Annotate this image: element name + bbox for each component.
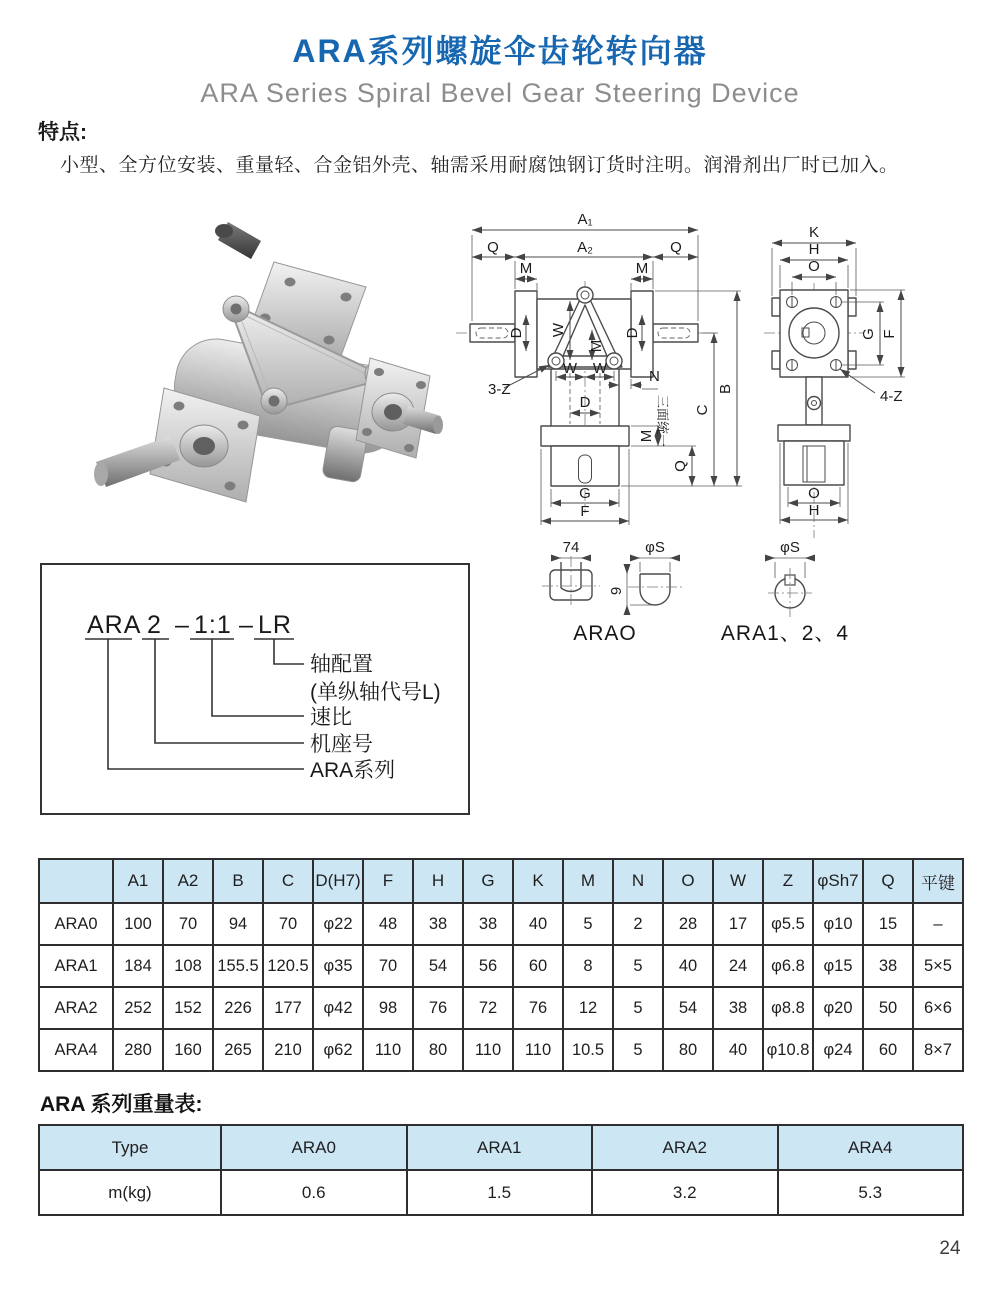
dim-table-cell: φ6.8 (763, 945, 813, 987)
dim-label-phis: φS (645, 539, 665, 556)
weight-table-header-row (39, 1125, 963, 1170)
weight-table (38, 1124, 964, 1216)
dim-table-column-header: Q (863, 859, 913, 903)
model-designation-box (40, 563, 470, 815)
dim-label-f: F (881, 329, 898, 339)
dim-table-cell: 10.5 (563, 1029, 613, 1071)
dim-table-cell: 60 (513, 945, 563, 987)
weight-table-column-header: ARA4 (778, 1125, 964, 1170)
dim-table-cell: 40 (663, 945, 713, 987)
dim-label-unify: 三面统一 (655, 395, 670, 448)
dim-table-cell: 94 (213, 903, 263, 945)
model-code-frame: 2 (147, 611, 162, 639)
model-code-shaft: LR (258, 611, 292, 639)
dim-table-cell: 184 (113, 945, 163, 987)
dim-table-cell: 70 (163, 903, 213, 945)
dim-table-column-header: O (663, 859, 713, 903)
dim-label-m: M (635, 260, 649, 277)
callout-ratio: 速比 (310, 706, 352, 729)
dim-table-cell: ARA4 (39, 1029, 113, 1071)
dim-table-cell: 38 (413, 903, 463, 945)
dim-table-cell: 70 (363, 945, 413, 987)
dim-table-cell: 177 (263, 987, 313, 1029)
dim-table-cell: 48 (363, 903, 413, 945)
dim-table-cell: 56 (463, 945, 513, 987)
dim-table-cell: 24 (713, 945, 763, 987)
dim-table-row (39, 987, 963, 1029)
model-code-series: ARA (87, 611, 142, 639)
dim-table-cell: ARA0 (39, 903, 113, 945)
dim-table-cell: 252 (113, 987, 163, 1029)
dim-label-4z: 4-Z (880, 388, 903, 405)
dim-table-column-header: H (413, 859, 463, 903)
weight-table-column-header: ARA0 (221, 1125, 407, 1170)
dim-label-c: C (694, 404, 711, 416)
callout-frame-size: 机座号 (310, 733, 373, 756)
dim-label-m: M (638, 429, 655, 443)
callout-shaft-config: 轴配置 (310, 653, 373, 676)
dim-label-3z: 3-Z (488, 381, 511, 398)
ara124-shaft-section (765, 539, 815, 618)
page-title: ARA系列螺旋伞齿轮转向器 (292, 33, 708, 69)
dim-table-cell: ARA1 (39, 945, 113, 987)
dim-table-cell: 5 (613, 987, 663, 1029)
model-designation-diagram (42, 565, 468, 813)
product-photo (78, 210, 443, 515)
dim-table-cell: φ10.8 (763, 1029, 813, 1071)
dim-table-cell: 5 (563, 903, 613, 945)
dim-label-o: O (808, 258, 820, 275)
features-heading: 特点: (38, 121, 87, 144)
dim-table-cell: 80 (663, 1029, 713, 1071)
caption-arao: ARAO (573, 622, 637, 645)
dim-table-cell: 110 (363, 1029, 413, 1071)
dim-label-g: G (860, 328, 877, 340)
dim-table-column-header: K (513, 859, 563, 903)
dimension-table-head (39, 859, 963, 903)
features-text: 小型、全方位安装、重量轻、合金铝外壳、轴需采用耐腐蚀钢订货时注明。润滑剂出厂时已加入。 (60, 155, 899, 176)
dim-label-d: D (508, 327, 525, 339)
dim-table-cell: 76 (513, 987, 563, 1029)
dim-label-d: D (624, 327, 641, 339)
dim-table-cell: 226 (213, 987, 263, 1029)
page-subtitle: ARA Series Spiral Bevel Gear Steering Device (200, 78, 800, 108)
dim-label-74: 74 (562, 539, 580, 556)
front-view-drawing (452, 203, 762, 548)
dim-label-q: Q (487, 239, 499, 256)
dim-table-cell: 8 (563, 945, 613, 987)
dim-table-cell: 110 (513, 1029, 563, 1071)
weight-table-column-header: ARA2 (592, 1125, 778, 1170)
dim-table-cell: – (913, 903, 963, 945)
dim-table-row (39, 903, 963, 945)
dim-table-cell: 98 (363, 987, 413, 1029)
weight-table-body (39, 1170, 963, 1215)
dim-table-cell: φ20 (813, 987, 863, 1029)
dim-table-column-header: B (213, 859, 263, 903)
dim-table-cell: 280 (113, 1029, 163, 1071)
dim-label-a2: A₂ (577, 239, 593, 256)
weight-table-cell: 0.6 (221, 1170, 407, 1215)
dim-table-column-header: A2 (163, 859, 213, 903)
dim-table-cell: 38 (463, 903, 513, 945)
dim-table-cell: 80 (413, 1029, 463, 1071)
dim-table-cell: φ42 (313, 987, 363, 1029)
dim-label-phis: φS (780, 539, 800, 556)
dim-table-cell: 40 (513, 903, 563, 945)
dim-table-column-header: G (463, 859, 513, 903)
dim-table-column-header: φSh7 (813, 859, 863, 903)
dim-table-cell: φ8.8 (763, 987, 813, 1029)
dim-label-w: W (562, 360, 578, 377)
dim-table-column-header: D(H7) (313, 859, 363, 903)
page-number: 24 (939, 1238, 961, 1259)
caption-ara124: ARA1、2、4 (720, 622, 850, 645)
dim-label-h: H (808, 502, 820, 519)
dim-table-cell: 5×5 (913, 945, 963, 987)
dim-table-cell: 50 (863, 987, 913, 1029)
dim-table-cell: 60 (863, 1029, 913, 1071)
dim-table-cell: 160 (163, 1029, 213, 1071)
dim-label-q: Q (670, 239, 682, 256)
dim-table-cell: 5 (613, 1029, 663, 1071)
dim-table-column-header: W (713, 859, 763, 903)
dim-label-9: 9 (608, 586, 625, 596)
dim-table-cell: 28 (663, 903, 713, 945)
dim-table-cell: 5 (613, 945, 663, 987)
dim-table-cell: 265 (213, 1029, 263, 1071)
dim-table-row (39, 945, 963, 987)
dim-table-cell: 17 (713, 903, 763, 945)
dim-label-o: O (808, 485, 820, 502)
dim-table-column-header: F (363, 859, 413, 903)
dim-table-column-header: A1 (113, 859, 163, 903)
dim-table-cell: φ5.5 (763, 903, 813, 945)
weight-table-column-header: Type (39, 1125, 221, 1170)
dim-table-row (39, 1029, 963, 1071)
dim-table-cell: 54 (413, 945, 463, 987)
weight-table-cell: 1.5 (407, 1170, 593, 1215)
dim-table-cell: φ22 (313, 903, 363, 945)
dim-label-g: G (579, 485, 591, 502)
weight-table-cell: m(kg) (39, 1170, 221, 1215)
weight-table-row (39, 1170, 963, 1215)
dim-table-cell: 108 (163, 945, 213, 987)
weight-table-cell: 3.2 (592, 1170, 778, 1215)
shaft-sections-drawing (542, 538, 862, 653)
dim-table-column-header (39, 859, 113, 903)
weight-table-head (39, 1125, 963, 1170)
dim-label-n: N (649, 368, 660, 385)
dim-label-k: K (808, 224, 820, 241)
dim-label-d: D (579, 394, 591, 411)
dim-label-m: M (588, 339, 605, 353)
dim-table-header-row (39, 859, 963, 903)
dim-table-cell: 110 (463, 1029, 513, 1071)
gearbox-render (94, 222, 443, 502)
dim-table-cell: 152 (163, 987, 213, 1029)
dim-table-cell: 54 (663, 987, 713, 1029)
arao-shaft-section (608, 539, 684, 615)
dimension-table-body (39, 903, 963, 1071)
dim-label-w: W (592, 360, 608, 377)
dim-table-cell: ARA2 (39, 987, 113, 1029)
dim-label-f: F (580, 503, 590, 520)
dim-table-column-header: 平键 (913, 859, 963, 903)
callout-shaft-note: (单纵轴代号L) (310, 681, 441, 704)
dim-label-a1: A₁ (577, 211, 593, 228)
dim-label-h: H (808, 241, 820, 258)
dim-table-cell: 72 (463, 987, 513, 1029)
dim-table-column-header: M (563, 859, 613, 903)
dim-label-b: B (717, 383, 734, 395)
weight-table-heading: ARA 系列重量表: (40, 1093, 203, 1116)
dim-table-column-header: Z (763, 859, 813, 903)
dim-table-cell: 38 (713, 987, 763, 1029)
dim-label-w: W (550, 322, 567, 338)
callout-series: ARA系列 (310, 759, 396, 782)
dim-table-column-header: N (613, 859, 663, 903)
dim-table-cell: 12 (563, 987, 613, 1029)
model-code-dash: – (175, 611, 190, 639)
dim-table-cell: 15 (863, 903, 913, 945)
model-code-ratio: 1:1 (194, 611, 232, 639)
arao-section (542, 539, 600, 608)
dim-table-cell: φ35 (313, 945, 363, 987)
dim-table-cell: 40 (713, 1029, 763, 1071)
dim-table-cell: 120.5 (263, 945, 313, 987)
dim-table-cell: 2 (613, 903, 663, 945)
dim-table-cell: 155.5 (213, 945, 263, 987)
weight-table-cell: 5.3 (778, 1170, 964, 1215)
dim-table-cell: 6×6 (913, 987, 963, 1029)
dim-table-cell: φ62 (313, 1029, 363, 1071)
dim-table-cell: 8×7 (913, 1029, 963, 1071)
dim-table-cell: 210 (263, 1029, 313, 1071)
dim-table-cell: 76 (413, 987, 463, 1029)
dim-table-cell: 38 (863, 945, 913, 987)
model-code-dash: – (239, 611, 254, 639)
dim-table-cell: 100 (113, 903, 163, 945)
weight-table-column-header: ARA1 (407, 1125, 593, 1170)
dim-table-cell: φ15 (813, 945, 863, 987)
dim-table-cell: φ10 (813, 903, 863, 945)
dim-table-column-header: C (263, 859, 313, 903)
side-view-drawing (758, 203, 943, 548)
dimension-table (38, 858, 964, 1072)
dim-label-q: Q (672, 460, 689, 472)
dim-table-cell: 70 (263, 903, 313, 945)
dim-table-cell: φ24 (813, 1029, 863, 1071)
dim-label-m: M (519, 260, 533, 277)
